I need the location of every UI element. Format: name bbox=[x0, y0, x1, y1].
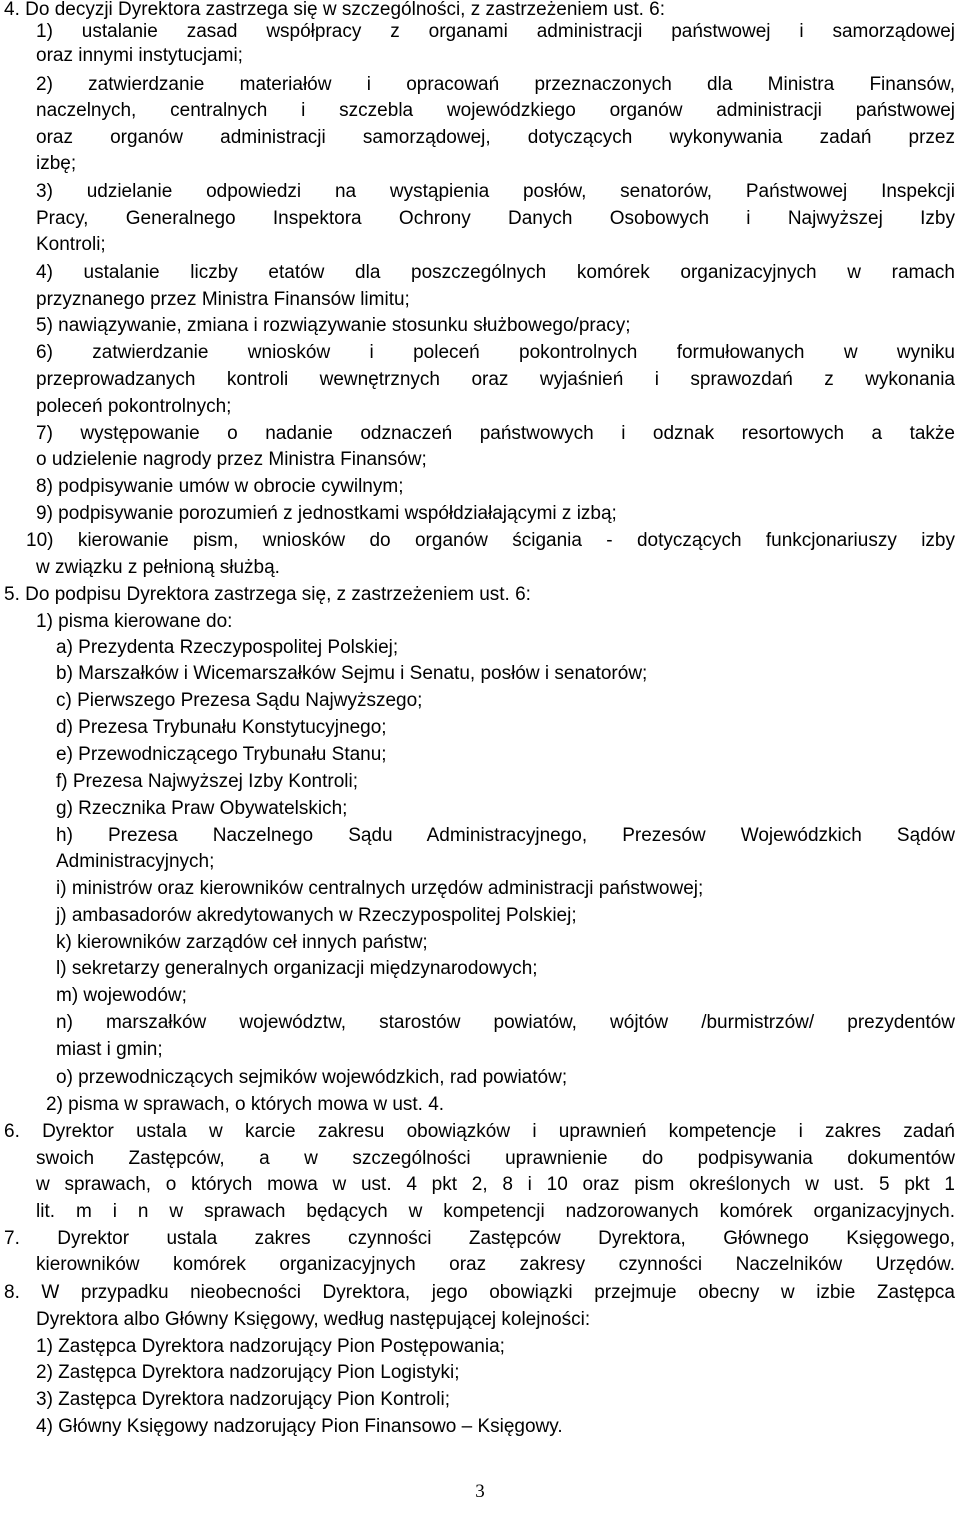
text-line: 2) Zastępca Dyrektora nadzorujący Pion Logistyki; bbox=[36, 1362, 460, 1383]
text-line: 10) kierowanie pism, wniosków do organów ścigania - dotyczących funkcjonariuszy izby bbox=[26, 530, 955, 551]
text-line: 6. Dyrektor ustala w karcie zakresu obowiązków i uprawnień kompetencje i zakres zadań bbox=[4, 1121, 955, 1142]
text-line: 1) ustalanie zasad współpracy z organami administracji państwowej i samorządowej bbox=[36, 21, 955, 42]
text-line: 4. Do decyzji Dyrektora zastrzega się w szczególności, z zastrzeżeniem ust. 6: bbox=[4, 0, 666, 20]
text-line: izbę; bbox=[36, 153, 77, 174]
text-line: poleceń pokontrolnych; bbox=[36, 396, 232, 417]
text-line: 3) Zastępca Dyrektora nadzorujący Pion Kontroli; bbox=[36, 1389, 450, 1410]
text-line: d) Prezesa Trybunału Konstytucyjnego; bbox=[56, 717, 387, 738]
text-line: przeprowadzanych kontroli wewnętrznych oraz wyjaśnień i sprawozdań z wykonania bbox=[36, 369, 955, 390]
text-line: 4) ustalanie liczby etatów dla poszczególnych komórek organizacyjnych w ramach bbox=[36, 262, 955, 283]
text-line: n) marszałków województw, starostów powiatów, wójtów /burmistrzów/ prezydentów bbox=[56, 1012, 955, 1033]
text-line: m) wojewodów; bbox=[56, 985, 187, 1006]
text-line: 7. Dyrektor ustala zakres czynności Zastępców Dyrektora, Głównego Księgowego, bbox=[4, 1228, 955, 1249]
text-line: miast i gmin; bbox=[56, 1039, 163, 1060]
page-number: 3 bbox=[475, 1481, 485, 1502]
text-line: h) Prezesa Naczelnego Sądu Administracyjnego, Prezesów Wojewódzkich Sądów bbox=[56, 825, 955, 846]
text-line: 8. W przypadku nieobecności Dyrektora, jego obowiązki przejmuje obecny w izbie Zastępca bbox=[4, 1282, 955, 1303]
text-line: przyznanego przez Ministra Finansów limitu; bbox=[36, 289, 410, 310]
text-line: w sprawach, o których mowa w ust. 4 pkt 2, 8 i 10 oraz pism określonych w ust. 5 pkt 1 bbox=[36, 1174, 955, 1195]
text-line: o) przewodniczących sejmików wojewódzkich, rad powiatów; bbox=[56, 1067, 568, 1088]
text-line: 1) Zastępca Dyrektora nadzorujący Pion Postępowania; bbox=[36, 1336, 505, 1357]
text-line: 3) udzielanie odpowiedzi na wystąpienia posłów, senatorów, Państwowej Inspekcji bbox=[36, 181, 955, 202]
text-line: f) Prezesa Najwyższej Izby Kontroli; bbox=[56, 771, 358, 792]
text-line: 2) zatwierdzanie materiałów i opracowań przeznaczonych dla Ministra Finansów, bbox=[36, 74, 955, 95]
text-line: Kontroli; bbox=[36, 234, 106, 255]
text-line: w związku z pełnioną służbą. bbox=[36, 557, 280, 578]
text-line: oraz organów administracji samorządowej, dotyczących wykonywania zadań przez bbox=[36, 127, 955, 148]
text-line: 5. Do podpisu Dyrektora zastrzega się, z zastrzeżeniem ust. 6: bbox=[4, 584, 531, 605]
text-line: kierowników komórek organizacyjnych oraz zakresy czynności Naczelników Urzędów. bbox=[36, 1254, 955, 1275]
text-line: lit. m i n w sprawach będących w kompetencji nadzorowanych komórek organizacyjnych. bbox=[36, 1201, 955, 1222]
text-line: 9) podpisywanie porozumień z jednostkami współdziałającymi z izbą; bbox=[36, 503, 617, 524]
text-line: e) Przewodniczącego Trybunału Stanu; bbox=[56, 744, 387, 765]
text-line: i) ministrów oraz kierowników centralnych urzędów administracji państwowej; bbox=[56, 878, 704, 899]
text-line: j) ambasadorów akredytowanych w Rzeczypospolitej Polskiej; bbox=[56, 905, 577, 926]
text-line: 1) pisma kierowane do: bbox=[36, 611, 233, 632]
text-line: 5) nawiązywanie, zmiana i rozwiązywanie stosunku służbowego/pracy; bbox=[36, 315, 631, 336]
text-line: l) sekretarzy generalnych organizacji międzynarodowych; bbox=[56, 958, 538, 979]
text-line: oraz innymi instytucjami; bbox=[36, 45, 243, 66]
text-line: 2) pisma w sprawach, o których mowa w ust. 4. bbox=[46, 1094, 445, 1115]
text-line: 6) zatwierdzanie wniosków i poleceń pokontrolnych formułowanych w wyniku bbox=[36, 342, 955, 363]
text-line: o udzielenie nagrody przez Ministra Finansów; bbox=[36, 449, 427, 470]
text-line: Pracy, Generalnego Inspektora Ochrony Danych Osobowych i Najwyższej Izby bbox=[36, 208, 955, 229]
text-line: g) Rzecznika Praw Obywatelskich; bbox=[56, 798, 348, 819]
text-line: 7) występowanie o nadanie odznaczeń państwowych i odznak resortowych a także bbox=[36, 423, 955, 444]
text-line: swoich Zastępców, a w szczególności uprawnienie do podpisywania dokumentów bbox=[36, 1148, 955, 1169]
text-line: naczelnych, centralnych i szczebla wojewódzkiego organów administracji państwowej bbox=[36, 100, 955, 121]
text-line: 4) Główny Księgowy nadzorujący Pion Finansowo – Księgowy. bbox=[36, 1416, 563, 1437]
text-line: 8) podpisywanie umów w obrocie cywilnym; bbox=[36, 476, 404, 497]
text-line: Administracyjnych; bbox=[56, 851, 215, 872]
text-line: Dyrektora albo Główny Księgowy, według następującej kolejności: bbox=[36, 1309, 591, 1330]
text-line: c) Pierwszego Prezesa Sądu Najwyższego; bbox=[56, 690, 423, 711]
text-line: b) Marszałków i Wicemarszałków Sejmu i Senatu, posłów i senatorów; bbox=[56, 663, 648, 684]
text-line: k) kierowników zarządów ceł innych państw; bbox=[56, 932, 428, 953]
text-line: a) Prezydenta Rzeczypospolitej Polskiej; bbox=[56, 637, 399, 658]
